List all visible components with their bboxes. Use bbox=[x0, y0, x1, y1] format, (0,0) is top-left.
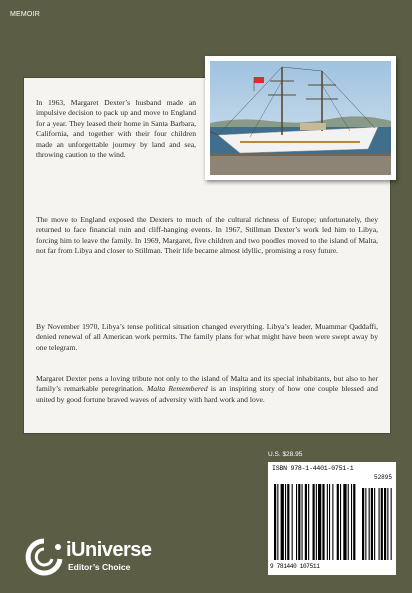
ship-photo bbox=[205, 56, 396, 180]
barcode-addon-bar bbox=[374, 488, 375, 560]
barcode-bar bbox=[296, 484, 297, 560]
price-label: U.S. $28.95 bbox=[268, 451, 303, 458]
barcode-addon-bar bbox=[381, 488, 383, 560]
barcode-bar bbox=[337, 484, 339, 560]
barcode-bar bbox=[322, 484, 324, 560]
barcode-bar bbox=[298, 484, 300, 560]
barcode-bar bbox=[327, 484, 328, 560]
barcode-bar bbox=[285, 484, 286, 560]
barcode-addon: 52895 bbox=[373, 474, 392, 481]
paragraph-tribute bbox=[36, 374, 378, 405]
barcode-bar bbox=[305, 484, 307, 560]
barcode-bar bbox=[277, 484, 278, 560]
genre-label: MEMOIR bbox=[10, 11, 40, 18]
paragraph-intro: In 1963, Margaret Dexter’s husband made an impulsive decision to pack up and move to England for a year. They leased their home in Santa Barbara, California, and together with their four children made an unforgettable journey by land and sea, throwing caution to the wind. bbox=[36, 98, 196, 160]
barcode-bar bbox=[353, 484, 355, 560]
barcode-addon-bar bbox=[371, 488, 373, 560]
barcode-bar bbox=[308, 484, 309, 560]
isbn-barcode bbox=[268, 462, 396, 575]
barcode-bar bbox=[351, 484, 352, 560]
barcode-bar bbox=[348, 484, 349, 560]
barcode-digits: 9 781440 107511 bbox=[270, 563, 320, 570]
barcode-bars bbox=[272, 484, 392, 562]
barcode-bar bbox=[340, 484, 341, 560]
barcode-addon-bar bbox=[369, 488, 370, 560]
publisher-name: iUniverse bbox=[66, 539, 152, 561]
barcode-addon-bar bbox=[391, 488, 392, 560]
paragraph-tribute-end: is an inspiring story of how one couple blessed and united by good fortune braved waves of adversity with hard work and love. bbox=[36, 384, 378, 404]
barcode-addon-bar bbox=[379, 488, 380, 560]
barcode-addon-bar bbox=[384, 488, 386, 560]
barcode-addon-bar bbox=[365, 488, 366, 560]
barcode-bar bbox=[329, 484, 330, 560]
barcode-bar bbox=[287, 484, 289, 560]
barcode-bar bbox=[281, 484, 284, 560]
iuniverse-swirl-icon bbox=[22, 537, 66, 577]
book-title-italic: Malta Remembered bbox=[147, 384, 208, 394]
sailing-ship-illustration bbox=[210, 61, 391, 175]
publisher-tagline: Editor’s Choice bbox=[68, 562, 131, 572]
paragraph-tribute-start: Margaret Dexter pens a loving tribute not only to the island of Malta and its special inhabitants, but also to her family’s remarkable peregrination. bbox=[36, 374, 378, 394]
paragraph-libya: By November 1970, Libya’s tense political situation changed everything. Libya’s leader, Muammar Qaddaffi, denied renewal of all American work permits. The family plans for what might have been were swept away by one telegram. bbox=[36, 322, 378, 352]
barcode-addon-bar bbox=[387, 488, 388, 560]
barcode-addon-bar bbox=[362, 488, 364, 560]
barcode-bar bbox=[292, 484, 293, 560]
barcode-bar bbox=[313, 484, 315, 560]
barcode-bar bbox=[318, 484, 321, 560]
paragraph-england: The move to England exposed the Dexters to much of the cultural richness of Europe; unfortunately, they returned to face financial ruin and cliff-hanging events. In 1967, Stillman Dexter’s work led him to Libya, forcing him to leave the family. In 1969, Margaret, five children and two poodles moved to the island of Malta, not far from Libya and closer to Stillman. Their life became almost idyllic, promising a rosy future. bbox=[36, 215, 378, 256]
barcode-bar bbox=[274, 484, 276, 560]
publisher-logo bbox=[22, 537, 172, 577]
isbn-text: ISBN 978-1-4401-0751-1 bbox=[272, 465, 354, 472]
barcode-bar bbox=[316, 484, 317, 560]
barcode-bar bbox=[343, 484, 346, 560]
barcode-bar bbox=[332, 484, 333, 560]
barcode-bar bbox=[302, 484, 303, 560]
